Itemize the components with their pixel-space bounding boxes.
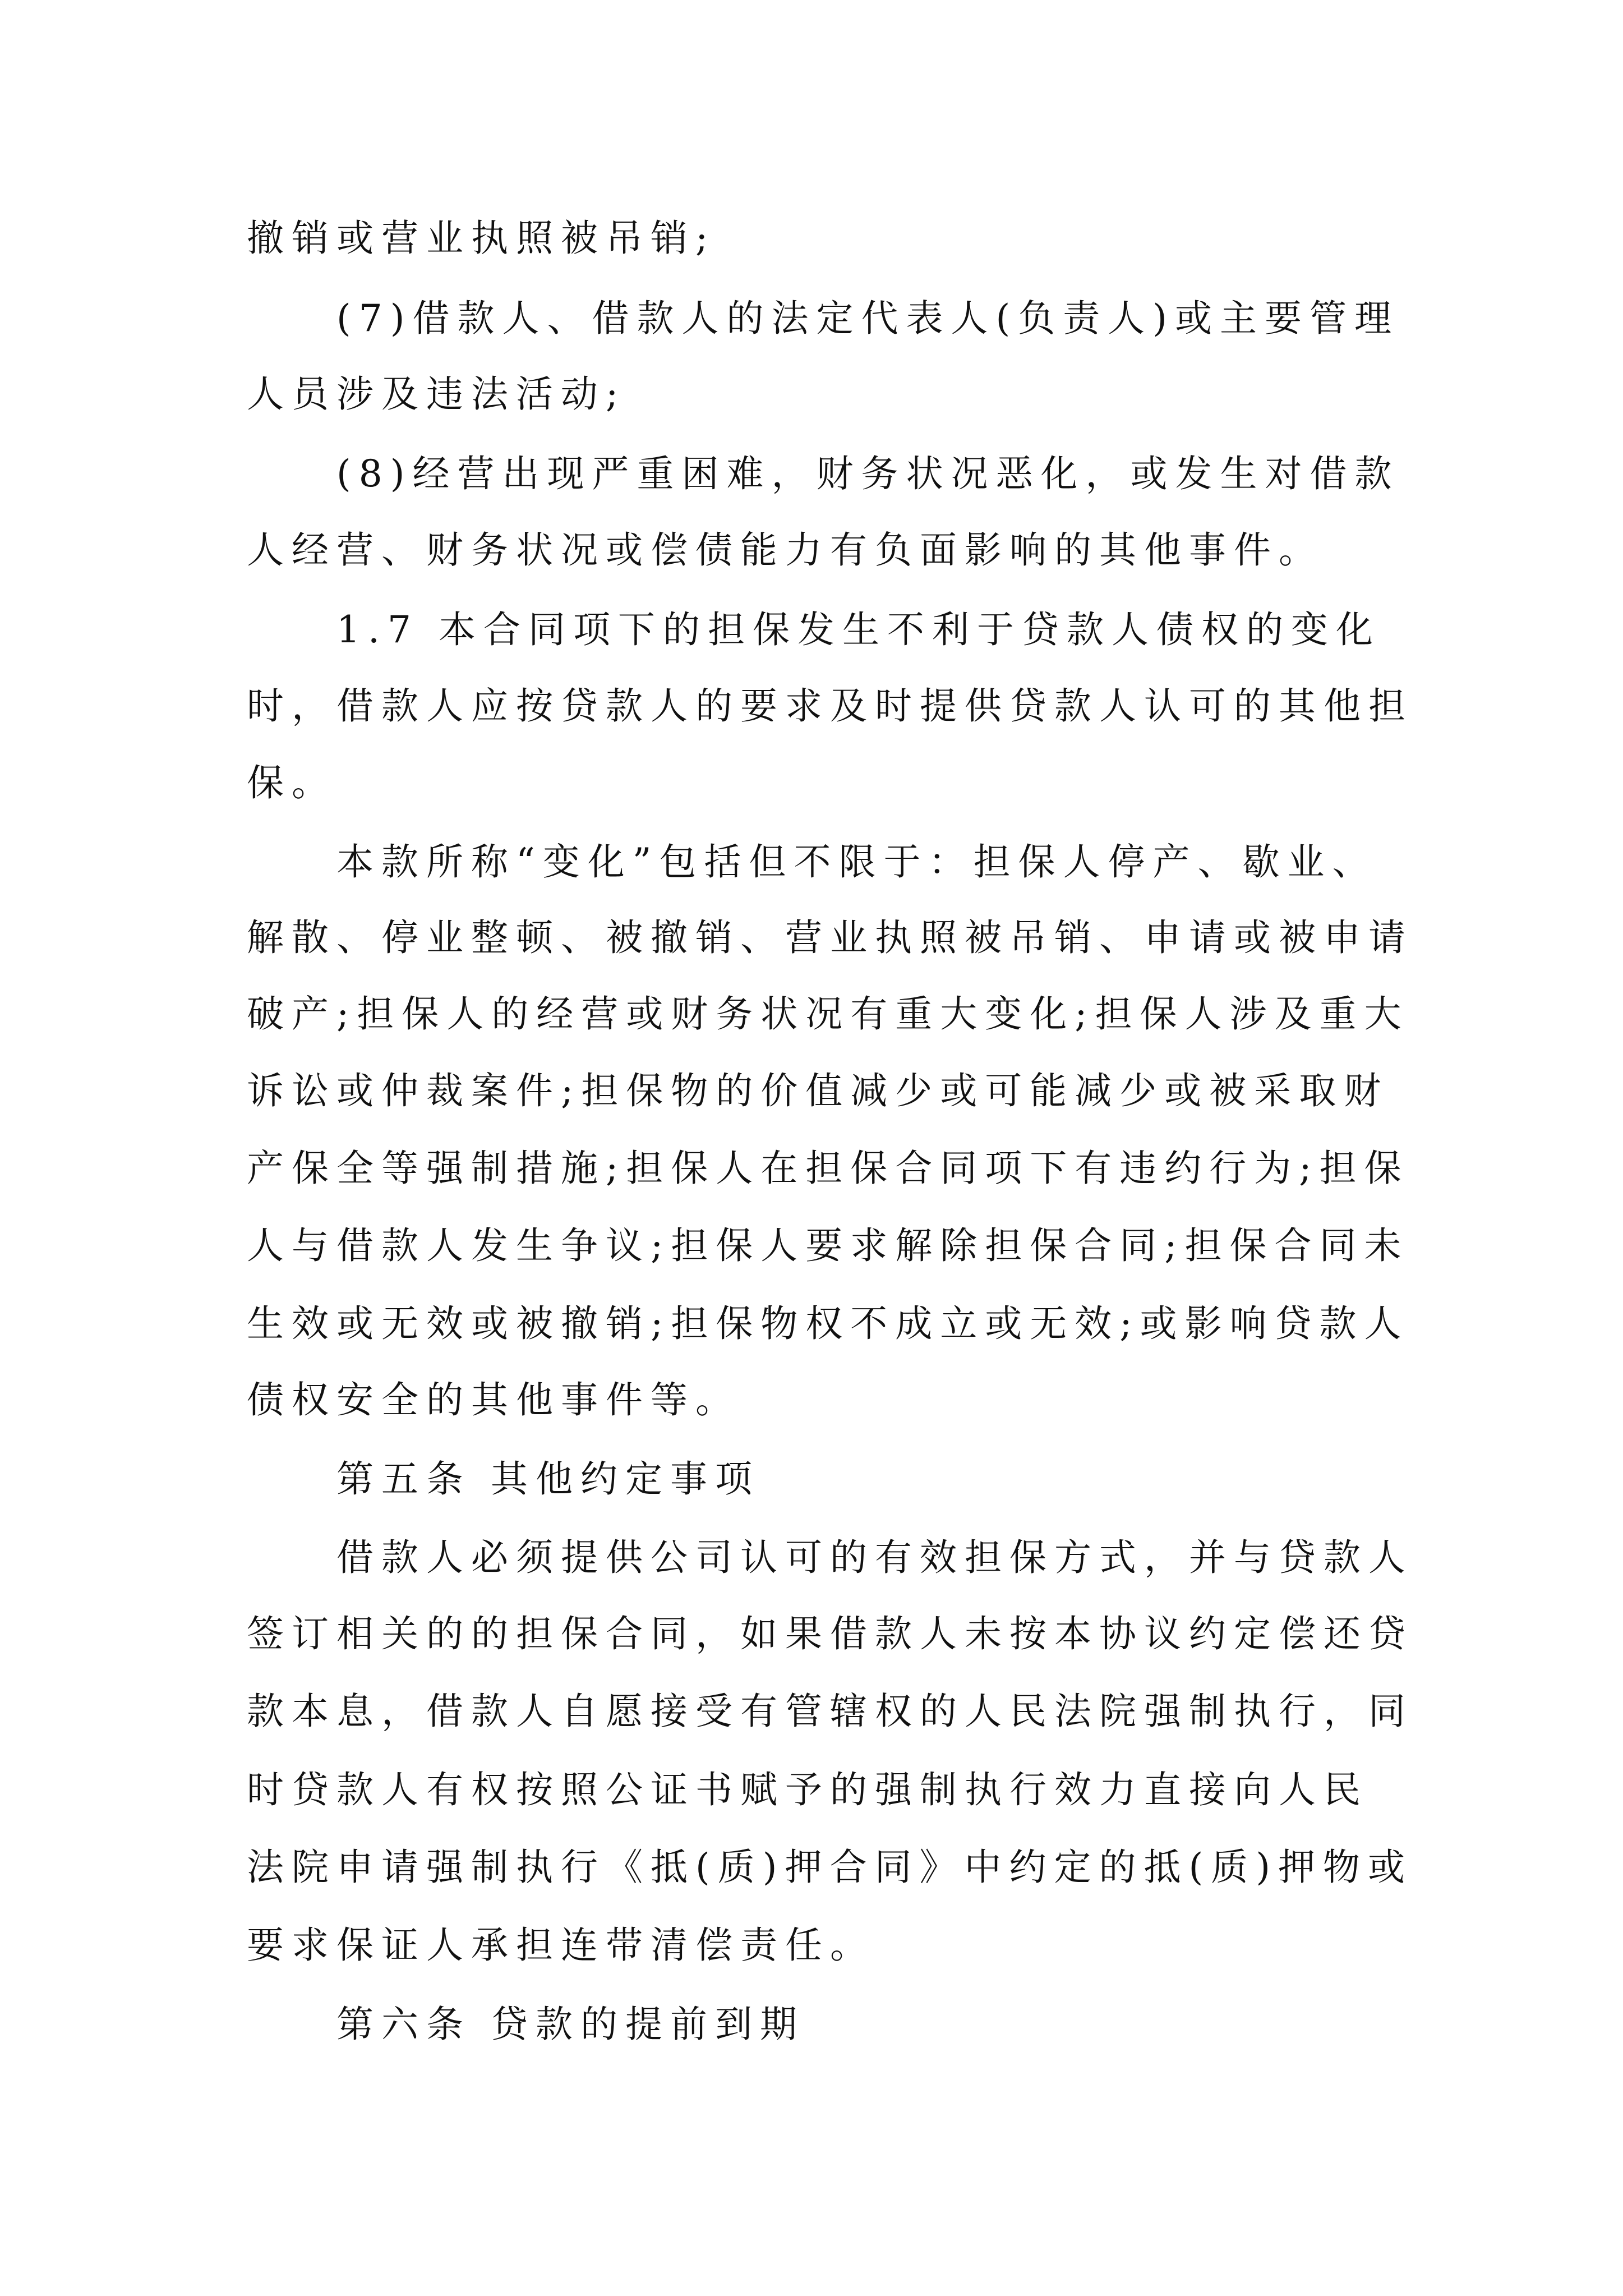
text-line: 债权安全的其他事件等。: [247, 1378, 740, 1421]
article-5-heading: 第五条 其他约定事项: [336, 1457, 760, 1501]
text-line: 人经营、财务状况或偿债能力有负面影响的其他事件。: [247, 528, 1324, 572]
text-line: 生效或无效或被撤销;担保物权不成立或无效;或影响贷款人: [247, 1302, 1409, 1345]
text-line: 诉讼或仲裁案件;担保物的价值减少或可能减少或被采取财: [247, 1069, 1389, 1112]
text-line: 时贷款人有权按照公证书赋予的强制执行效力直接向人民: [247, 1768, 1368, 1811]
text-line: 撤销或营业执照被吊销;: [247, 217, 716, 260]
text-line: 签订相关的的担保合同，如果借款人未按本协议约定偿还贷: [247, 1612, 1413, 1655]
text-line: 产保全等强制措施;担保人在担保合同项下有违约行为;担保: [247, 1147, 1409, 1190]
text-line: 破产;担保人的经营或财务状况有重大变化;担保人涉及重大: [247, 992, 1409, 1036]
text-line: 法院申请强制执行《抵(质)押合同》中约定的抵(质)押物或: [247, 1846, 1413, 1889]
text-line: 人与借款人发生争议;担保人要求解除担保合同;担保合同未: [247, 1224, 1409, 1267]
paragraph-start: 借款人必须提供公司认可的有效担保方式，并与贷款人: [336, 1536, 1413, 1579]
text-line: 解散、停业整顿、被撤销、营业执照被吊销、申请或被申请: [247, 916, 1413, 959]
text-line: 时，借款人应按贷款人的要求及时提供贷款人认可的其他担: [247, 684, 1413, 728]
clause-item-8: (8)经营出现严重困难，财务状况恶化，或发生对借款: [336, 452, 1400, 495]
article-6-heading: 第六条 贷款的提前到期: [336, 2003, 805, 2046]
text-line: 款本息，借款人自愿接受有管辖权的人民法院强制执行，同: [247, 1690, 1413, 1733]
text-line: 保。: [247, 761, 336, 804]
clause-1-7: 1.7 本合同项下的担保发生不利于贷款人债权的变化: [336, 608, 1381, 651]
paragraph-start: 本款所称“变化”包括但不限于：担保人停产、歇业、: [336, 840, 1377, 884]
text-line: 人员涉及违法活动;: [247, 372, 626, 416]
text-line: 要求保证人承担连带清偿责任。: [247, 1924, 875, 1967]
clause-item-7: (7)借款人、借款人的法定代表人(负责人)或主要管理: [336, 297, 1399, 340]
